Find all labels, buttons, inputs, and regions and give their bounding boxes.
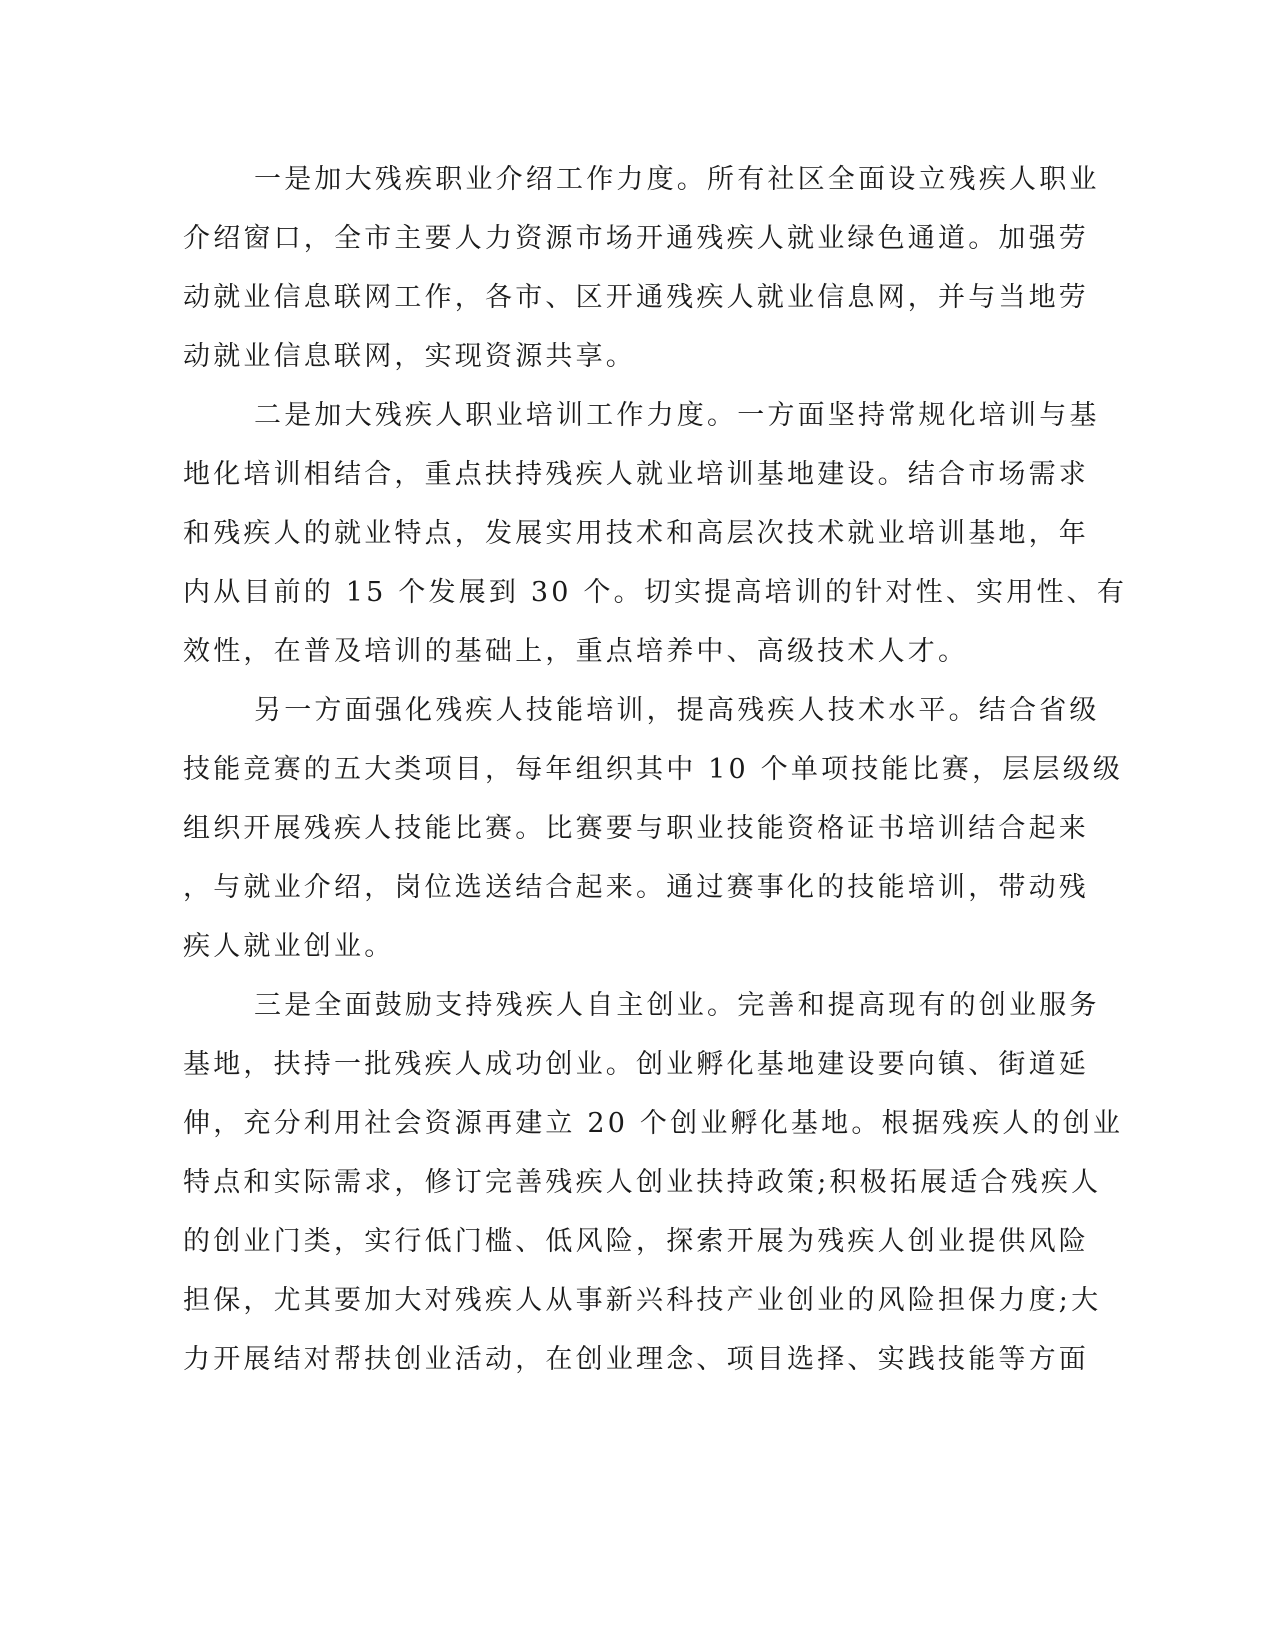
- paragraph-1-line-1: 一是加大残疾职业介绍工作力度。所有社区全面设立残疾人职业: [254, 164, 1100, 195]
- paragraph-3-line-1: 另一方面强化残疾人技能培训，提高残疾人技术水平。结合省级: [254, 695, 1100, 726]
- paragraph-3-line-2: 技能竞赛的五大类项目，每年组织其中 10 个单项技能比赛，层层级级: [183, 754, 1124, 785]
- paragraph-3-line-3: 组织开展残疾人技能比赛。比赛要与职业技能资格证书培训结合起来: [183, 813, 1089, 844]
- paragraph-4-line-7: 力开展结对帮扶创业活动，在创业理念、项目选择、实践技能等方面: [183, 1344, 1089, 1375]
- paragraph-1-line-4: 动就业信息联网，实现资源共享。: [183, 341, 636, 372]
- paragraph-1-line-2: 介绍窗口，全市主要人力资源市场开通残疾人就业绿色通道。加强劳: [183, 223, 1089, 254]
- paragraph-4-line-5: 的创业门类，实行低门槛、低风险，探索开展为残疾人创业提供风险: [183, 1226, 1089, 1257]
- paragraph-4-line-6: 担保，尤其要加大对残疾人从事新兴科技产业创业的风险担保力度;大: [183, 1285, 1102, 1316]
- paragraph-2-line-4: 内从目前的 15 个发展到 30 个。切实提高培训的针对性、实用性、有: [183, 577, 1128, 608]
- paragraph-2-line-3: 和残疾人的就业特点，发展实用技术和高层次技术就业培训基地，年: [183, 518, 1089, 549]
- paragraph-4-line-1: 三是全面鼓励支持残疾人自主创业。完善和提高现有的创业服务: [254, 990, 1100, 1021]
- paragraph-1-line-3: 动就业信息联网工作，各市、区开通残疾人就业信息网，并与当地劳: [183, 282, 1089, 313]
- paragraph-4-line-3: 伸，充分利用社会资源再建立 20 个创业孵化基地。根据残疾人的创业: [183, 1108, 1124, 1139]
- paragraph-4-line-2: 基地，扶持一批残疾人成功创业。创业孵化基地建设要向镇、街道延: [183, 1049, 1089, 1080]
- paragraph-2-line-5: 效性，在普及培训的基础上，重点培养中、高级技术人才。: [183, 636, 969, 667]
- paragraph-3-line-4: ，与就业介绍，岗位选送结合起来。通过赛事化的技能培训，带动残: [183, 872, 1089, 903]
- paragraph-2-line-2: 地化培训相结合，重点扶持残疾人就业培训基地建设。结合市场需求: [183, 459, 1089, 490]
- paragraph-3-line-5: 疾人就业创业。: [183, 931, 395, 962]
- paragraph-2-line-1: 二是加大残疾人职业培训工作力度。一方面坚持常规化培训与基: [254, 400, 1100, 431]
- paragraph-4-line-4: 特点和实际需求，修订完善残疾人创业扶持政策;积极拓展适合残疾人: [183, 1167, 1102, 1198]
